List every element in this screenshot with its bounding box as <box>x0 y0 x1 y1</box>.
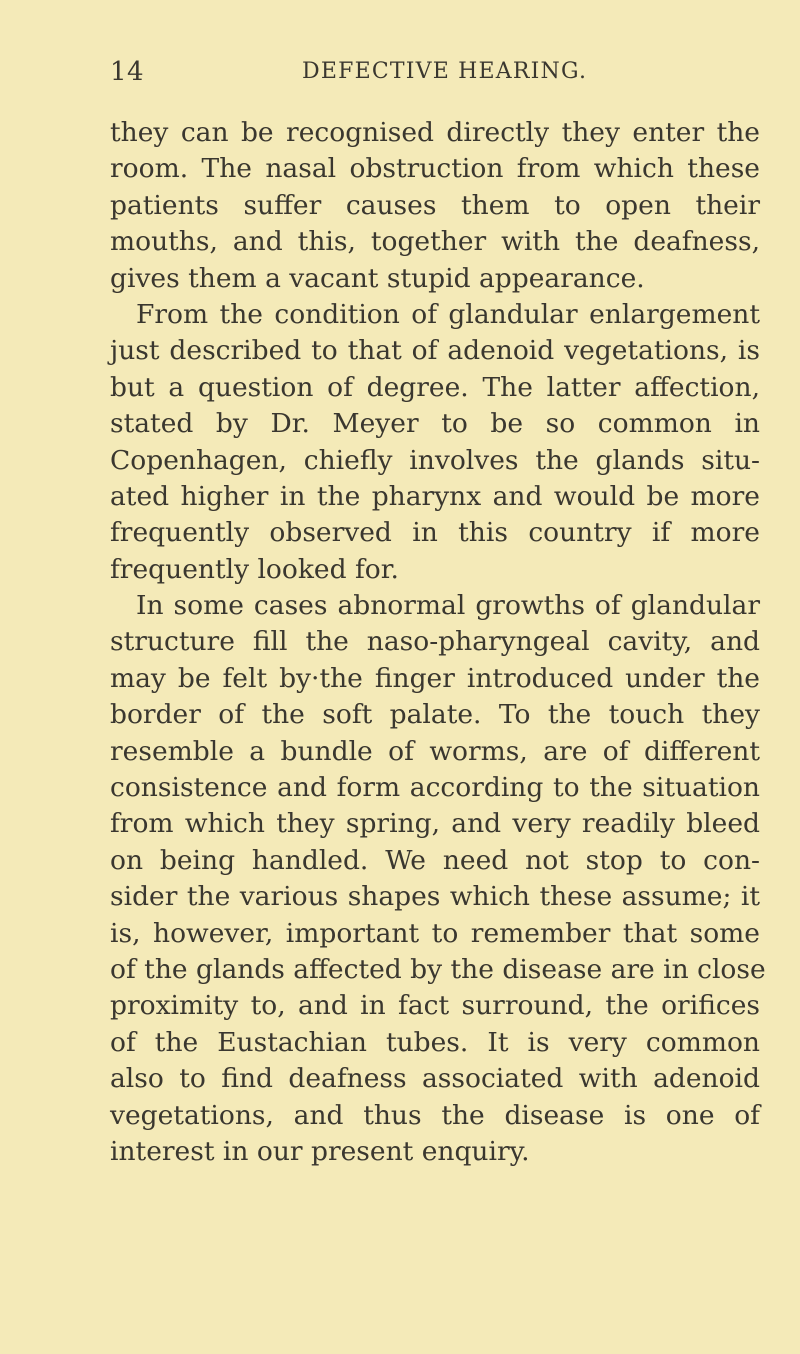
page-number: 14 <box>110 57 145 87</box>
text-line: gives them a vacant stupid appearance. <box>110 262 645 294</box>
text-line: stated by Dr. Meyer to be so common in <box>110 408 760 440</box>
body-text <box>110 115 766 1170</box>
text-line: from which they spring, and very readily bleed <box>110 808 760 840</box>
text-line: of the glands affected by the disease are in close <box>110 953 766 985</box>
text-line: Copenhagen, chiefly involves the glands situ- <box>110 444 760 476</box>
text-line: patients suffer causes them to open their <box>110 189 760 221</box>
text-line: but a question of degree. The latter affection, <box>110 371 760 403</box>
text-line: frequently observed in this country if more <box>110 517 760 549</box>
text-line: proximity to, and in fact surround, the orifices <box>110 990 760 1022</box>
text-line: vegetations, and thus the disease is one of <box>110 1099 760 1131</box>
text-line: just described to that of adenoid vegetations, is <box>110 335 760 367</box>
text-line: sider the various shapes which these assume; it <box>110 881 760 913</box>
text-line: room. The nasal obstruction from which these <box>110 153 760 185</box>
text-line: border of the soft palate. To the touch they <box>110 699 760 731</box>
text-line: frequently looked for. <box>110 553 399 585</box>
text-line: may be felt by·the finger introduced under the <box>110 662 760 694</box>
text-line: resemble a bundle of worms, are of different <box>110 735 760 767</box>
text-line: interest in our present enquiry. <box>110 1135 530 1167</box>
text-line: consistence and form according to the situation <box>110 772 760 804</box>
text-line: they can be recognised directly they enter the <box>110 117 760 148</box>
page-header <box>110 54 760 90</box>
text-line: on being handled. We need not stop to con- <box>110 844 760 876</box>
text-line: mouths, and this, together with the deafness, <box>110 226 760 258</box>
text-line: is, however, important to remember that some <box>110 917 760 949</box>
text-line: of the Eustachian tubes. It is very common <box>110 1026 760 1058</box>
text-line: In some cases abnormal growths of glandular <box>136 590 760 622</box>
text-line: From the condition of glandular enlargement <box>136 298 760 330</box>
running-title: DEFECTIVE HEARING. <box>302 59 588 84</box>
text-line: ated higher in the pharynx and would be more <box>110 480 760 512</box>
text-line: structure fill the naso-pharyngeal cavity, and <box>110 626 760 658</box>
text-line: also to find deafness associated with adenoid <box>110 1063 760 1095</box>
